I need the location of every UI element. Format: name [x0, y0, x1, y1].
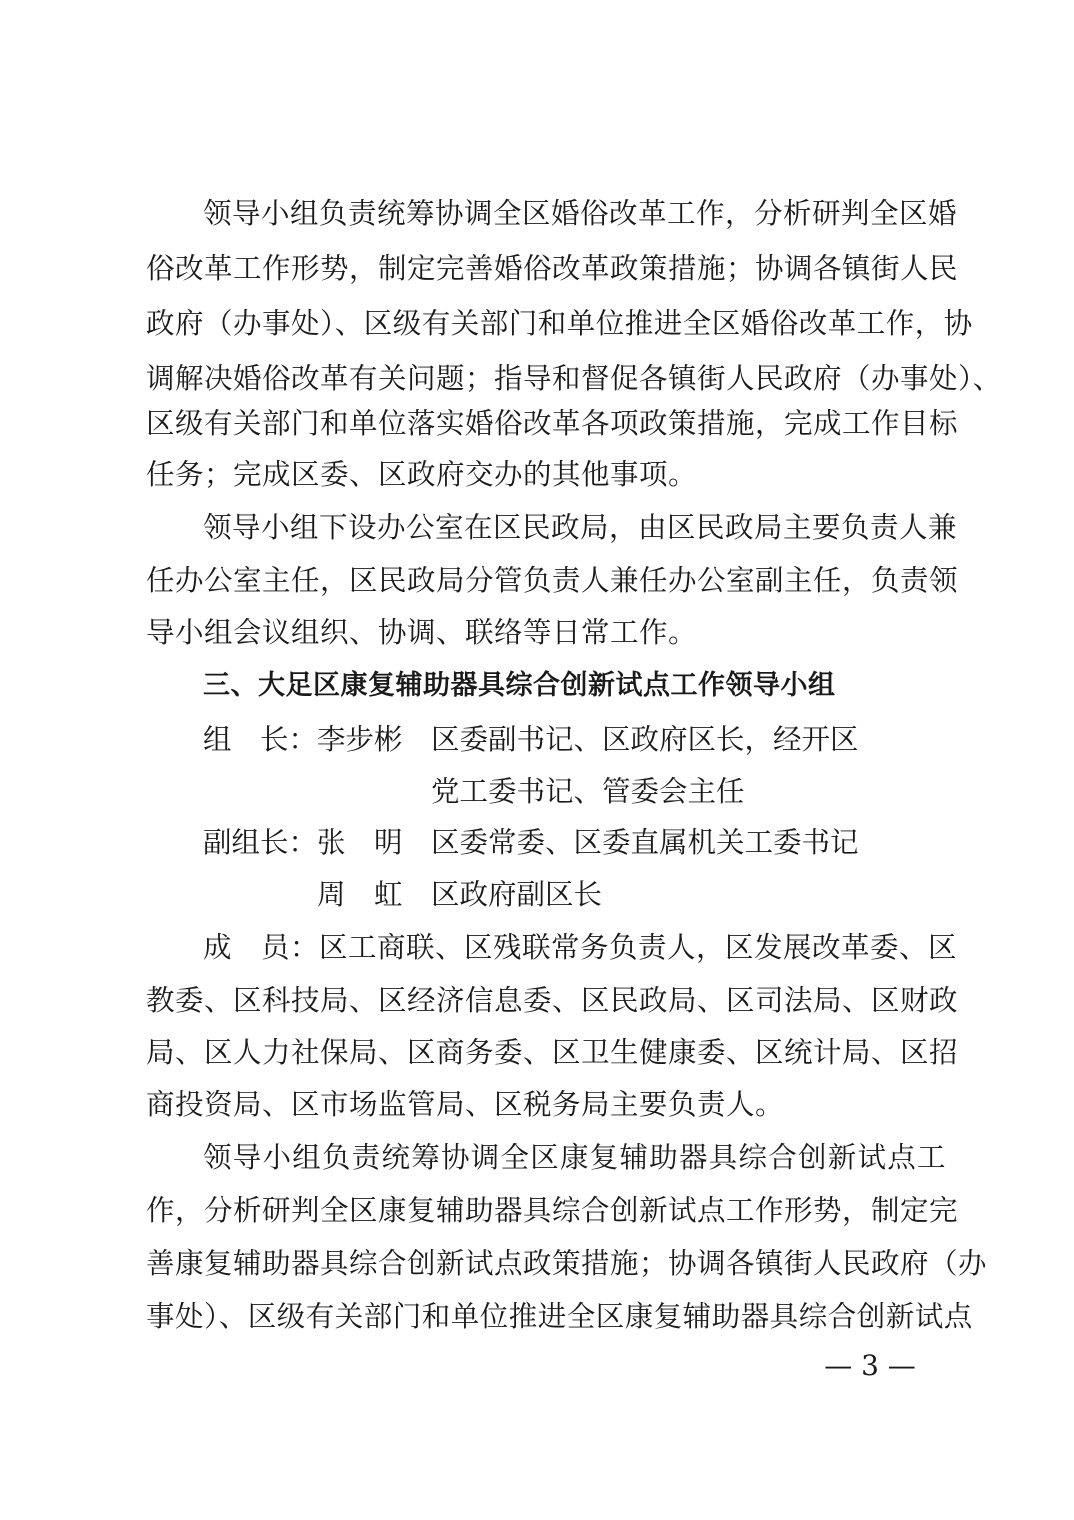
- paragraph-line: 区级有关部门和单位落实婚俗改革各项政策措施，完成工作目标: [146, 407, 959, 440]
- members-line: 教委、区科技局、区经济信息委、区民政局、区司法局、区财政: [146, 984, 959, 1017]
- deputy-title: 区政府副区长: [431, 878, 603, 911]
- paragraph-line: 善康复辅助器具综合创新试点政策措施；协调各镇街人民政府（办: [146, 1247, 988, 1280]
- deputy-name: 周 虹: [317, 878, 403, 911]
- paragraph-line: 领导小组负责统筹协调全区康复辅助器具综合创新试点工: [203, 1141, 946, 1174]
- paragraph-line: 事处）、区级有关部门和单位推进全区康复辅助器具综合创新试点: [146, 1300, 973, 1333]
- leader-name: 李步彬: [317, 723, 403, 756]
- page-number: — 3 —: [824, 1349, 916, 1382]
- paragraph-line: 任务；完成区委、区政府交办的其他事项。: [146, 458, 698, 491]
- paragraph-line: 作，分析研判全区康复辅助器具综合创新试点工作形势，制定完: [146, 1194, 959, 1227]
- deputy-title: 区委常委、区委直属机关工委书记: [431, 826, 859, 859]
- leader-label: 组 长：: [203, 723, 318, 756]
- paragraph-line: 任办公室主任，区民政局分管负责人兼任办公室副主任，负责领: [146, 564, 959, 597]
- members-line: 局、区人力社保局、区商务委、区卫生健康委、区统计局、区招: [146, 1036, 959, 1069]
- deputy-label: 副组长：: [203, 826, 318, 859]
- paragraph-line: 导小组会议组织、协调、联络等日常工作。: [146, 616, 698, 649]
- paragraph-line: 领导小组负责统筹协调全区婚俗改革工作，分析研判全区婚: [203, 197, 958, 230]
- leader-title: 区委副书记、区政府区长，经开区: [431, 723, 859, 756]
- paragraph-line: 调解决婚俗改革有关问题；指导和督促各镇街人民政府（办事处）、: [146, 362, 1002, 395]
- paragraph-line: 政府（办事处）、区级有关部门和单位推进全区婚俗改革工作，协: [146, 307, 973, 340]
- paragraph-line: 俗改革工作形势，制定完善婚俗改革政策措施；协调各镇街人民: [146, 252, 959, 285]
- paragraph-line: 领导小组下设办公室在区民政局，由区民政局主要负责人兼: [203, 511, 958, 544]
- leader-title-continued: 党工委书记、管委会主任: [431, 775, 745, 808]
- members-line: 成 员：区工商联、区残联常务负责人，区发展改革委、区: [203, 931, 958, 964]
- section-heading: 三、大足区康复辅助器具综合创新试点工作领导小组: [203, 670, 836, 701]
- deputy-name: 张 明: [317, 826, 403, 859]
- members-line: 商投资局、区市场监管局、区税务局主要负责人。: [146, 1088, 785, 1121]
